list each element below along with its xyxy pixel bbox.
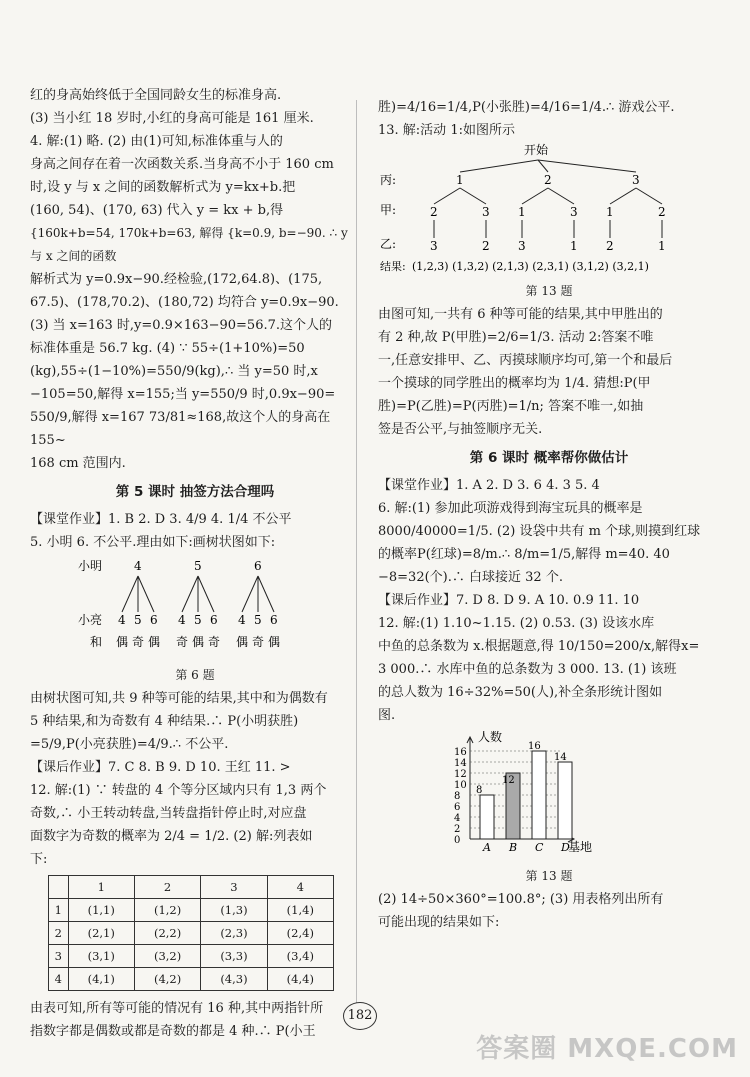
y-tick-label: 10 (454, 780, 467, 791)
table-cell: (3,2) (134, 945, 200, 968)
tree-results: 结果: (380, 260, 406, 273)
tree-row-label: 乙: (380, 237, 397, 251)
text-line: =5/9,P(小亮获胜)=4/9.∴ 不公平. (30, 737, 229, 752)
text-line: 4. 解:(1) 略. (2) 由(1)可知,标准体重与人的 (30, 134, 283, 149)
table-cell: (4,1) (68, 968, 134, 991)
section-heading-6: 第 6 课时 概率帮你做估计 (469, 450, 629, 466)
tree-branch (636, 188, 662, 204)
tree-node: 1 (570, 239, 578, 253)
text-line: 的总人数为 16÷32%=50(人),补全条形统计图如 (378, 685, 663, 700)
table-cell: (4,3) (201, 968, 267, 991)
chart-ylabel: 人数 (478, 730, 503, 744)
text-line: (kg),55÷(1−10%)=550/9(kg),∴ 当 y=50 时,x (30, 364, 318, 379)
table-row (49, 899, 334, 922)
y-tick-label: 14 (454, 758, 467, 769)
tree-node: 6 (254, 559, 262, 573)
answer-line: 5. 小明 6. 不公平.理由如下:画树状图如下: (30, 535, 276, 550)
answer-line: 【课后作业】7. C 8. B 9. D 10. 王红 11. > (30, 760, 291, 775)
text-line: 时,设 y 与 x 之间的函数解析式为 y=kx+b.把 (30, 180, 296, 195)
table-cell: (1,4) (267, 899, 333, 922)
tree-branch (538, 160, 548, 172)
tree-node: 3 (632, 173, 640, 187)
table-row (49, 968, 334, 991)
bar-C (532, 751, 546, 839)
table-cell: (3,3) (201, 945, 267, 968)
text-line: 168 cm 范围内. (30, 456, 126, 471)
tree-leaf: 4 (238, 613, 246, 627)
y-tick-label: 16 (454, 747, 467, 758)
text-line: 由图可知,一共有 6 种等可能的结果,其中甲胜出的 (378, 307, 663, 322)
y-tick-label: 4 (454, 813, 461, 824)
tree-row-label: 甲: (380, 203, 397, 217)
x-tick-label: A (483, 841, 491, 854)
tree-leaf: 4 (118, 613, 126, 627)
text-line: 中鱼的总条数为 x.根据题意,得 10/150=200/x,解得x= (378, 639, 700, 654)
tree-parity: 偶 (268, 635, 281, 649)
tree-parity: 偶 (192, 635, 205, 649)
tree-node: 2 (482, 239, 490, 253)
text-line: 可能出现的结果如下: (378, 915, 500, 930)
y-tick-label: 12 (454, 769, 467, 780)
text-line: −105=50,解得 x=155;当 y=550/9 时,0.9x−90= (30, 387, 336, 402)
tree-diagram-q6 (30, 554, 330, 662)
text-line: 一个摸球的同学胜出的概率均为 1/4. 猜想:P(甲 (378, 376, 651, 391)
text-line: 指数字都是偶数或都是奇数的都是 4 种.∴ P(小王 (30, 1024, 316, 1039)
tree-branches (116, 559, 280, 649)
tree-branch (522, 188, 548, 204)
text-line: (3) 当 x=163 时,y=0.9×163−90=56.7.这个人的 (30, 318, 333, 333)
tree-branches (430, 160, 666, 253)
y-tick-label: 2 (454, 824, 461, 835)
table-row (49, 945, 334, 968)
x-tick-label: D (561, 841, 570, 854)
text-line: (160, 54)、(170, 63) 代入 y = kx + b,得 (30, 203, 284, 218)
tree-results: (1,2,3) (1,3,2) (2,1,3) (2,3,1) (3,1,2) (3,2,1) (412, 260, 649, 273)
text-line: 3 000.∴ 水库中鱼的总条数为 3 000. 13. (1) 该班 (378, 662, 677, 677)
right-column (378, 96, 720, 934)
bar-chart-q13 (378, 727, 718, 867)
text-line: 奇数,∴ 小王转动转盘,当转盘指针停止时,对应盘 (30, 806, 307, 821)
tree-leaf: 6 (210, 613, 218, 627)
bar-value-label: 12 (502, 775, 515, 786)
tree-branch (138, 576, 154, 612)
answer-line: 【课后作业】7. D 8. D 9. A 10. 0.9 11. 10 (378, 593, 640, 608)
tree-node: 5 (194, 559, 202, 573)
bar-value-label: 16 (528, 741, 541, 752)
chart-xlabel: 基地 (568, 840, 593, 854)
tree-node: 3 (518, 239, 526, 253)
text-line: 一,任意安排甲、乙、丙摸球顺序均可,第一个和最后 (378, 353, 673, 368)
tree-row-label: 小明 (78, 559, 103, 573)
tree-node: 2 (430, 205, 438, 219)
text-line: 12. 解:(1) 1.10~1.15. (2) 0.53. (3) 设该水库 (378, 616, 655, 631)
tree-leaf: 6 (150, 613, 158, 627)
table-cell: (1,1) (68, 899, 134, 922)
answer-line: 【课堂作业】1. B 2. D 3. 4/9 4. 1/4 不公平 (30, 512, 292, 527)
figure-caption: 第 13 题 (525, 869, 573, 883)
tree-branch (182, 576, 198, 612)
tree-node: 4 (134, 559, 142, 573)
tree-node: 2 (544, 173, 552, 187)
text-line: 身高之间存在着一次函数关系.当身高不小于 160 cm (30, 157, 334, 172)
table-cell: (4,2) (134, 968, 200, 991)
text-line: 6. 解:(1) 参加此项游戏得到海宝玩具的概率是 (378, 501, 643, 516)
table-cell: (2,2) (134, 922, 200, 945)
tree-node: 1 (456, 173, 464, 187)
tree-parity: 偶 (148, 635, 161, 649)
tree-branch (460, 160, 538, 172)
x-tick-label: B (509, 841, 518, 854)
tree-node: 2 (658, 205, 666, 219)
text-line: 8000/40000=1/5. (2) 设袋中共有 m 个球,则摸到红球 (378, 524, 701, 539)
text-line: 下: (30, 852, 48, 867)
table-header-cell: 1 (68, 876, 134, 899)
text-line: 胜)=4/16=1/4,P(小张胜)=4/16=1/4.∴ 游戏公平. (378, 100, 675, 115)
tree-leaf: 4 (178, 613, 186, 627)
page-number: 182 (343, 1002, 377, 1030)
outcome-table (48, 875, 334, 991)
column-divider (356, 100, 357, 1020)
table-header-row (49, 876, 334, 899)
bar-value-label: 14 (554, 752, 567, 763)
figure-caption: 第 6 题 (175, 668, 215, 682)
table-cell: 2 (49, 922, 69, 945)
text-line: 胜)=P(乙胜)=P(丙胜)=1/n; 答案不唯一,如抽 (378, 399, 644, 414)
table-cell: (3,4) (267, 945, 333, 968)
tree-start: 开始 (524, 143, 549, 157)
table-cell: (1,3) (201, 899, 267, 922)
tree-leaf: 5 (194, 613, 202, 627)
table-cell: 1 (49, 899, 69, 922)
bar-value-label: 8 (476, 785, 483, 796)
text-line: 由表可知,所有等可能的情况有 16 种,其中两指针所 (30, 1001, 324, 1016)
text-line: (3) 当小红 18 岁时,小红的身高可能是 161 厘米. (30, 111, 314, 126)
tree-leaf: 5 (254, 613, 262, 627)
text-line: 解析式为 y=0.9x−90.经检验,(172,64.8)、(175, (30, 272, 323, 287)
bar-D (558, 762, 572, 839)
tree-branch (122, 576, 138, 612)
tree-node: 3 (570, 205, 578, 219)
tree-diagram-q13 (378, 142, 718, 276)
table-header-cell: 4 (267, 876, 333, 899)
text-line: 12. 解:(1) ∵ 转盘的 4 个等分区域内只有 1,3 两个 (30, 783, 327, 798)
tree-leaf: 6 (270, 613, 278, 627)
table-cell: (2,4) (267, 922, 333, 945)
tree-node: 3 (482, 205, 490, 219)
tree-parity: 奇 (176, 635, 189, 649)
text-line: {160k+b=54, 170k+b=63, 解得 {k=0.9, b=−90. ∴ y 与 x 之间的函数 (30, 226, 348, 263)
tree-row-label: 小亮 (78, 613, 103, 627)
text-line: 的概率P(红球)=8/m.∴ 8/m=1/5,解得 m=40. 40 (378, 547, 670, 562)
x-tick-label: C (535, 841, 544, 854)
text-line: 签是否公平,与抽签顺序无关. (378, 422, 543, 437)
tree-parity: 奇 (252, 635, 265, 649)
table-header-cell (49, 876, 69, 899)
table-cell: (1,2) (134, 899, 200, 922)
tree-branch (610, 188, 636, 204)
answer-line: 【课堂作业】1. A 2. D 3. 6 4. 3 5. 4 (378, 478, 600, 493)
table-cell: (4,4) (267, 968, 333, 991)
tree-parity: 偶 (116, 635, 129, 649)
tree-parity: 奇 (132, 635, 145, 649)
tree-parity: 奇 (208, 635, 221, 649)
tree-branch (242, 576, 258, 612)
table-cell: (2,1) (68, 922, 134, 945)
text-line: 67.5)、(178,70.2)、(180,72) 均符合 y=0.9x−90. (30, 295, 339, 310)
tree-node: 1 (658, 239, 666, 253)
table-row (49, 922, 334, 945)
text-line: 面数字为奇数的概率为 2/4 = 1/2. (2) 解:列表如 (30, 829, 313, 844)
table-cell: (2,3) (201, 922, 267, 945)
text-line: (2) 14÷50×360°=100.8°; (3) 用表格列出所有 (378, 892, 664, 907)
tree-branch (198, 576, 214, 612)
left-column (30, 84, 360, 1043)
tree-branch (434, 188, 460, 204)
tree-row-label: 丙: (380, 173, 397, 187)
text-line: 由树状图可知,共 9 种等可能的结果,其中和为偶数有 (30, 691, 328, 706)
text-line: 5 种结果,和为奇数有 4 种结果.∴ P(小明获胜) (30, 714, 299, 729)
text-line: 有 2 种,故 P(甲胜)=2/6=1/3. 活动 2:答案不唯 (378, 330, 654, 345)
tree-node: 2 (606, 239, 614, 253)
tree-branch (548, 188, 574, 204)
text-line: 标准体重是 56.7 kg. (4) ∵ 55÷(1+10%)=50 (30, 341, 305, 356)
tree-row-label: 和 (90, 635, 103, 649)
y-tick-label: 6 (454, 802, 461, 813)
watermark: 答案圈 MXQE.COM (476, 1034, 738, 1064)
tree-node: 1 (606, 205, 614, 219)
table-cell: 3 (49, 945, 69, 968)
tree-node: 1 (518, 205, 526, 219)
table-cell: 4 (49, 968, 69, 991)
table-header-cell: 2 (134, 876, 200, 899)
bar-A (480, 795, 494, 839)
text-line: 红的身高始终低于全国同龄女生的标准身高. (30, 88, 282, 103)
figure-caption: 第 13 题 (525, 284, 573, 298)
table-cell: (3,1) (68, 945, 134, 968)
tree-branch (258, 576, 274, 612)
section-heading-5: 第 5 课时 抽签方法合理吗 (115, 484, 275, 500)
tree-leaf: 5 (134, 613, 142, 627)
y-tick-label: 0 (454, 835, 461, 846)
tree-parity: 偶 (236, 635, 249, 649)
text-line: 图. (378, 708, 396, 723)
chart-marks (454, 737, 574, 854)
y-tick-label: 8 (454, 791, 461, 802)
text-line: 13. 解:活动 1:如图所示 (378, 123, 515, 138)
tree-branch (460, 188, 486, 204)
tree-branch (538, 160, 636, 172)
text-line: 550/9,解得 x=167 73/81≈168,故这个人的身高在155~ (30, 410, 331, 448)
table-header-cell: 3 (201, 876, 267, 899)
text-line: −8=32(个).∴ 白球接近 32 个. (378, 570, 563, 585)
tree-node: 3 (430, 239, 438, 253)
